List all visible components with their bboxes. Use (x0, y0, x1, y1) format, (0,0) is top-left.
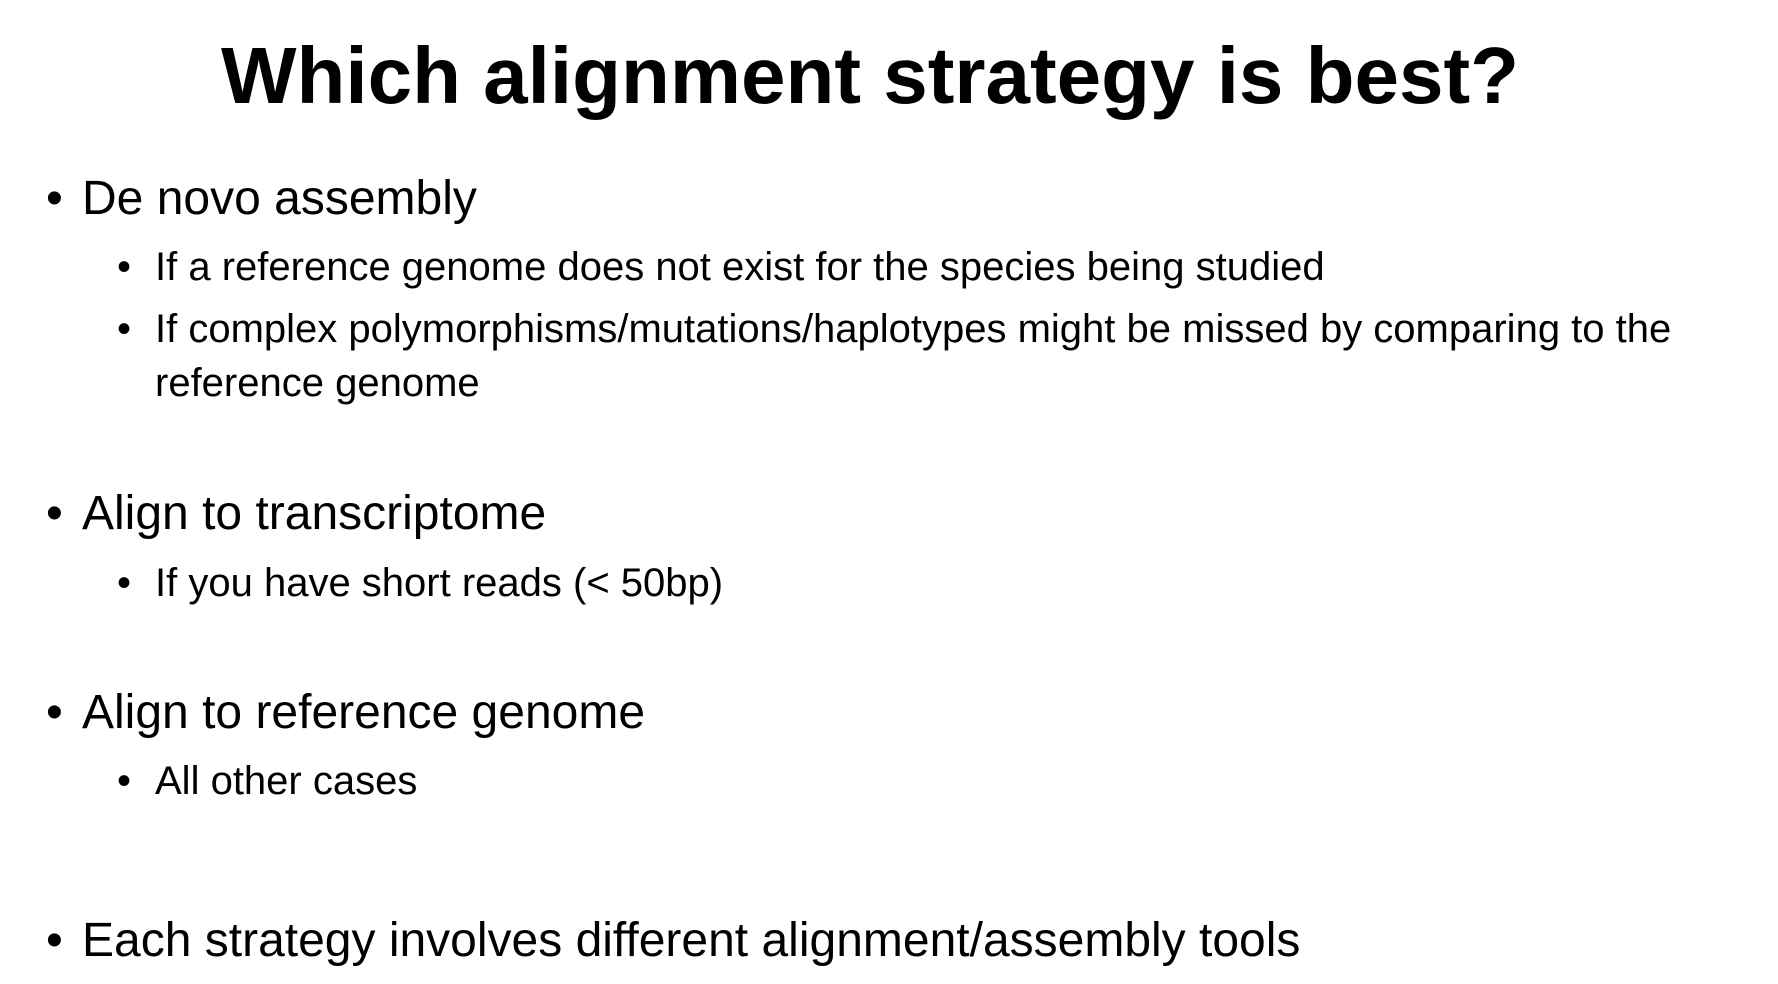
sub-bullet-short-reads (117, 556, 1757, 610)
bullet-marker: • (46, 914, 63, 967)
sub-bullet-no-reference (117, 240, 1757, 294)
sub-bullet-complex-polymorphisms (117, 302, 1757, 410)
bullet-heading: Each strategy involves different alignment/assembly tools (82, 914, 1301, 967)
bullet-marker: • (117, 245, 132, 289)
bullet-marker: • (46, 686, 63, 739)
sub-bullet-text: If complex polymorphisms/mutations/haplotypes might be missed by comparing to the reference genome (155, 307, 1672, 405)
sub-bullet-text: All other cases (155, 759, 418, 803)
bullet-marker: • (46, 487, 63, 540)
slide-title: Which alignment strategy is best? (220, 31, 1519, 120)
sub-bullet-all-other-cases (117, 754, 1757, 808)
sub-bullet-text: If you have short reads (< 50bp) (155, 561, 724, 605)
bullet-marker: • (117, 307, 132, 351)
bullet-marker: • (46, 172, 63, 225)
bullet-marker: • (117, 759, 132, 803)
bullet-heading: Align to reference genome (82, 686, 646, 739)
bullet-heading: De novo assembly (82, 172, 477, 225)
bullet-heading: Align to transcriptome (82, 487, 547, 540)
sub-bullet-text: If a reference genome does not exist for the species being studied (155, 245, 1325, 289)
bullet-marker: • (117, 561, 132, 605)
